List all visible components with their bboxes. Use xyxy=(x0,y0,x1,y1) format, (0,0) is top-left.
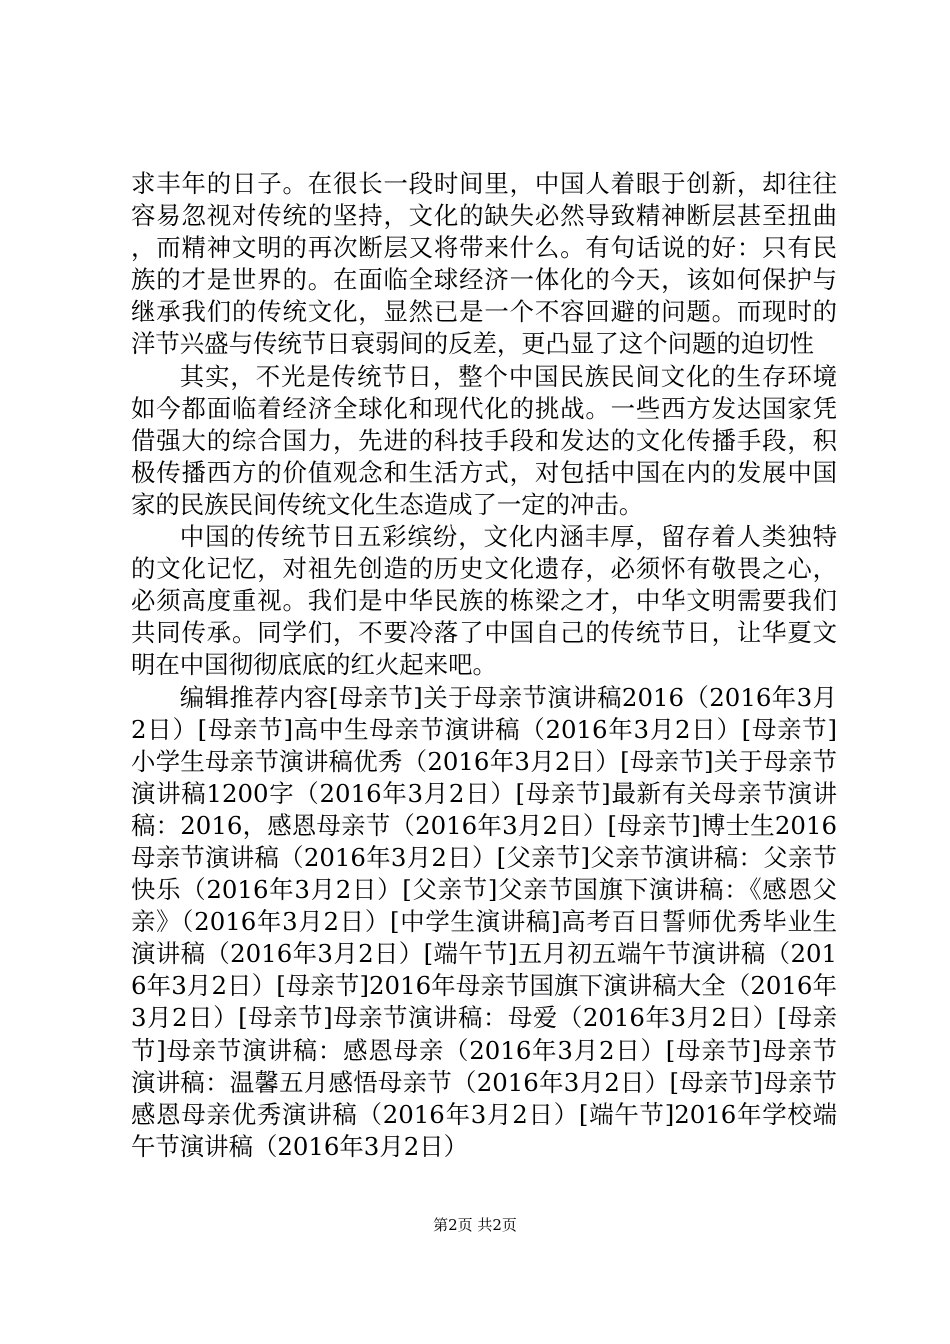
paragraph-3: 中国的传统节日五彩缤纷，文化内涵丰厚，留存着人类独特的文化记忆，对祖先创造的历史文化遗存，必须怀有敬畏之心，必须高度重视。我们是中华民族的栋梁之才，中华文明需要我们共同传承。同学们，不要冷落了中国自己的传统节日，让华夏文明在中国彻彻底底的红火起来吧。 xyxy=(131,522,837,680)
page-number: 第2页 共2页 xyxy=(433,1216,517,1234)
paragraph-2: 其实，不光是传统节日，整个中国民族民间文化的生存环境如今都面临着经济全球化和现代化的挑战。一些西方发达国家凭借强大的综合国力，先进的科技手段和发达的文化传播手段，积极传播西方的价值观念和生活方式，对包括中国在内的发展中国家的民族民间传统文化生态造成了一定的冲击。 xyxy=(131,361,837,519)
page-footer xyxy=(0,1215,950,1235)
paragraph-4-recommended-list: 编辑推荐内容[母亲节]关于母亲节演讲稿2016（2016年3月2日）[母亲节]高中生母亲节演讲稿（2016年3月2日）[母亲节]小学生母亲节演讲稿优秀（2016年3月2日）[母亲节]关于母亲节演讲稿1200字（2016年3月2日）[母亲节]最新有关母亲节演讲稿：2016，感恩母亲节（2016年3月2日）[母亲节]博士生2016母亲节演讲稿（2016年3月2日）[父亲节]父亲节演讲稿：父亲节快乐（2016年3月2日）[父亲节]父亲节国旗下演讲稿：《感恩父亲》（2016年3月2日）[中学生演讲稿]高考百日誓师优秀毕业生演讲稿（2016年3月2日）[端午节]五月初五端午节演讲稿（2016年3月2日）[母亲节]2016年母亲节国旗下演讲稿大全（2016年3月2日）[母亲节]母亲节演讲稿：母爱（2016年3月2日）[母亲节]母亲节演讲稿：感恩母亲（2016年3月2日）[母亲节]母亲节演讲稿：温馨五月感悟母亲节（2016年3月2日）[母亲节]母亲节感恩母亲优秀演讲稿（2016年3月2日）[端午节]2016年学校端午节演讲稿（2016年3月2日） xyxy=(131,682,837,1161)
document-body xyxy=(131,168,837,1163)
paragraph-1: 求丰年的日子。在很长一段时间里，中国人着眼于创新，却往往容易忽视对传统的坚持，文化的缺失必然导致精神断层甚至扭曲，而精神文明的再次断层又将带来什么。有句话说的好：只有民族的才是世界的。在面临全球经济一体化的今天，该如何保护与继承我们的传统文化，显然已是一个不容回避的问题。而现时的洋节兴盛与传统节日衰弱间的反差，更凸显了这个问题的迫切性 xyxy=(131,169,837,359)
